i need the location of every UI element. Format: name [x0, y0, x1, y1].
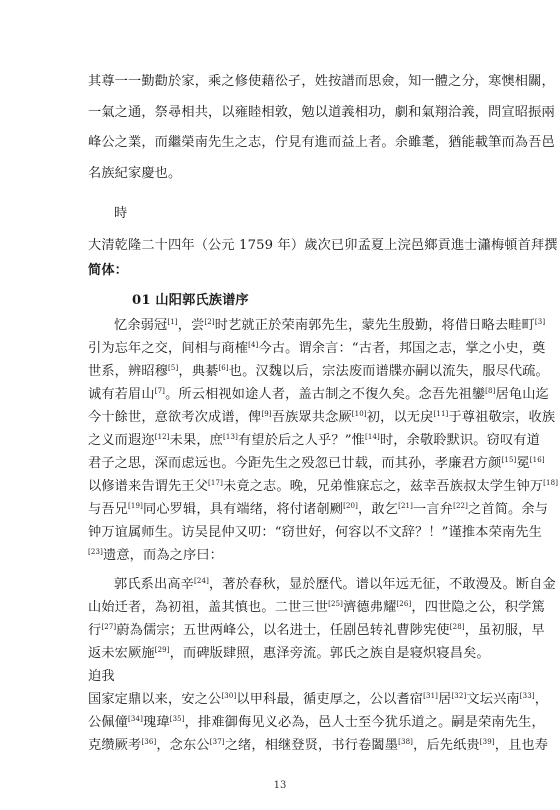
footnote-marker: [30]	[221, 692, 237, 700]
footnote-marker: [28]	[449, 623, 465, 631]
footnote-marker: [21]	[398, 502, 414, 510]
text-line: 時	[114, 206, 128, 221]
footnote-marker: [14]	[364, 433, 380, 441]
text-line: [23]遗意，而為之序曰：	[88, 548, 224, 563]
footnote-marker: [24]	[194, 577, 210, 585]
footnote-marker: [34]	[128, 715, 143, 723]
footnote-marker: [8]	[485, 387, 496, 395]
text-line: 国家定鼎以来，安之公[30]以甲科最，循吏厚之，公以耆宿[31]居[32]文坛兴南[33]，	[88, 692, 549, 707]
text-line: 大清乾隆二十四年（公元 1759 年）歲次已卯孟夏上浣邑鄉貢進士瀟梅頓首拜撰	[88, 238, 558, 253]
text-line: 诚有若眉山[7]。所云相视如途人者，盖古制之不復久矣。念吾先祖鑾[8]居龟山迄	[88, 387, 549, 402]
footnote-marker: [27]	[101, 623, 117, 631]
footnote-marker: [35]	[169, 715, 185, 723]
text-line: 引为忘年之交，间相与商榷[4]今古。谓余言：“古者，邦国之志，掌之小史，奠	[88, 341, 546, 356]
footnote-marker: [32]	[451, 692, 467, 700]
footnote-marker: [38]	[398, 738, 414, 746]
footnote-marker: [36]	[141, 738, 157, 746]
footnote-marker: [31]	[423, 692, 439, 700]
text-line: 与吾兄[19]同心罗辑，具有端绪，将付诸剞劂[20]，敢乞[21]一言弁[22]之首简。余与	[88, 502, 549, 517]
text-line: 今十餘世，意欲考次成谱，俾[9]吾族眾共念厥[10]初，以无戾[11]于尊祖敬宗，收族	[88, 410, 556, 425]
footnote-marker: [16]	[529, 456, 545, 464]
footnote-marker: [12]	[154, 433, 170, 441]
footnote-marker: [22]	[453, 502, 469, 510]
page-number: 13	[273, 780, 287, 791]
footnote-marker: [1]	[167, 318, 178, 326]
text-line: 克缵厥考[36]，念东公[37]之绪，相继登贤，书行卷闔墨[38]，后先纸贵[39]，且也寿	[88, 738, 549, 753]
text-line: 一氣之通，祭尋相共，以雍睦相敦，勉以道義相功，劇和氣翔洽義，問宣昭振兩	[88, 105, 555, 120]
text-line: 郭氏系出高辛[24]，著於春秋，显於歷代。谱以年远无征，不敢漫及。断自金	[114, 577, 556, 592]
text-line: 行[27]蔚為儒宗；五世两峰公，以名进士，任剧邑转礼曹陟宪使[28]，虽初服，早	[88, 623, 545, 638]
text-line: 世系，辨昭穆[5]，典綦[6]也。汉魏以后，宗法废而谱牒亦嗣以流失，服尽代疏。	[88, 364, 549, 379]
footnote-marker: [33]	[519, 692, 535, 700]
footnote-marker: [37]	[209, 738, 225, 746]
text-line: 其尊一一勤勸於家，乘之修使藉彸孑，姓按譜而思僉，知一體之分，寒懊相關，	[88, 74, 555, 89]
footnote-marker: [26]	[396, 600, 412, 608]
footnote-marker: [10]	[351, 410, 367, 418]
text-line: 钟万谊属师生。访吴昆仲又叨：“窃世好，何容以不文辞？！”谨推本荣南先生	[88, 525, 542, 540]
footnote-marker: [4]	[248, 341, 259, 349]
footnote-marker: [18]	[543, 479, 559, 487]
text-line: 返未宏厥施[29]，而碑版肆照，惠泽旁流。郭氏之族自是寝炽寝昌矣。	[88, 646, 490, 661]
footnote-marker: [20]	[343, 502, 359, 510]
footnote-marker: [13]	[223, 433, 239, 441]
footnote-marker: [17]	[208, 479, 224, 487]
text-line: 忆余弱冠[1]，尝[2]时艺就正於荣南郭先生，蒙先生殷勤，将借日略去畦町[3]	[114, 318, 546, 333]
footnote-marker: [19]	[128, 502, 143, 510]
footnote-marker: [39]	[479, 738, 495, 746]
footnote-marker: [11]	[433, 410, 449, 418]
footnote-marker: [29]	[154, 646, 170, 654]
footnote-marker: [7]	[154, 387, 166, 395]
footnote-marker: [23]	[88, 548, 103, 556]
text-line: 之义而遐迩[12]未果，庶[13]有望於后之人乎？”惟[14]时，余敬聆默识。窃叹有道	[88, 433, 540, 448]
text-line: 山始迁者，為初祖，盖其慎也。二世三世[25]濟德弗耀[26]，四世隐之公，积学篤	[88, 600, 545, 615]
text-line: 公佩僮[34]瑰瑋[35]，排难御侮见义必為，邑人士至今犹乐道之。嗣是荣南先生，	[88, 715, 545, 730]
footnote-marker: [2]	[204, 318, 215, 326]
footnote-marker: [6]	[218, 364, 229, 372]
footnote-marker: [5]	[168, 364, 179, 372]
section-heading: 简体：	[88, 263, 129, 278]
text-line: 迫我	[88, 669, 115, 684]
text-line: 君子之思，深而虑远也。今距先生之殁忽已廿载，而其孙，孝廉君方颜[15]冕[16]	[88, 456, 545, 471]
footnote-marker: [15]	[501, 456, 517, 464]
text-line: 以修谱来告谓先王父[17]未竟之志。晚，兄弟惟寐忘之，兹幸吾族叔太学生钟万[18]	[88, 479, 559, 494]
footnote-marker: [9]	[261, 410, 272, 418]
section-heading: 01 山阳郭氏族谱序	[132, 293, 249, 308]
text-line: 名族紀家慶也。	[88, 166, 182, 181]
footnote-marker: [25]	[328, 600, 344, 608]
text-line: 峰公之業，而繼榮南先生之志，佇見有進而益上者。余雖耄，猶能載筆而為吾邑	[88, 135, 555, 150]
footnote-marker: [3]	[534, 318, 546, 326]
